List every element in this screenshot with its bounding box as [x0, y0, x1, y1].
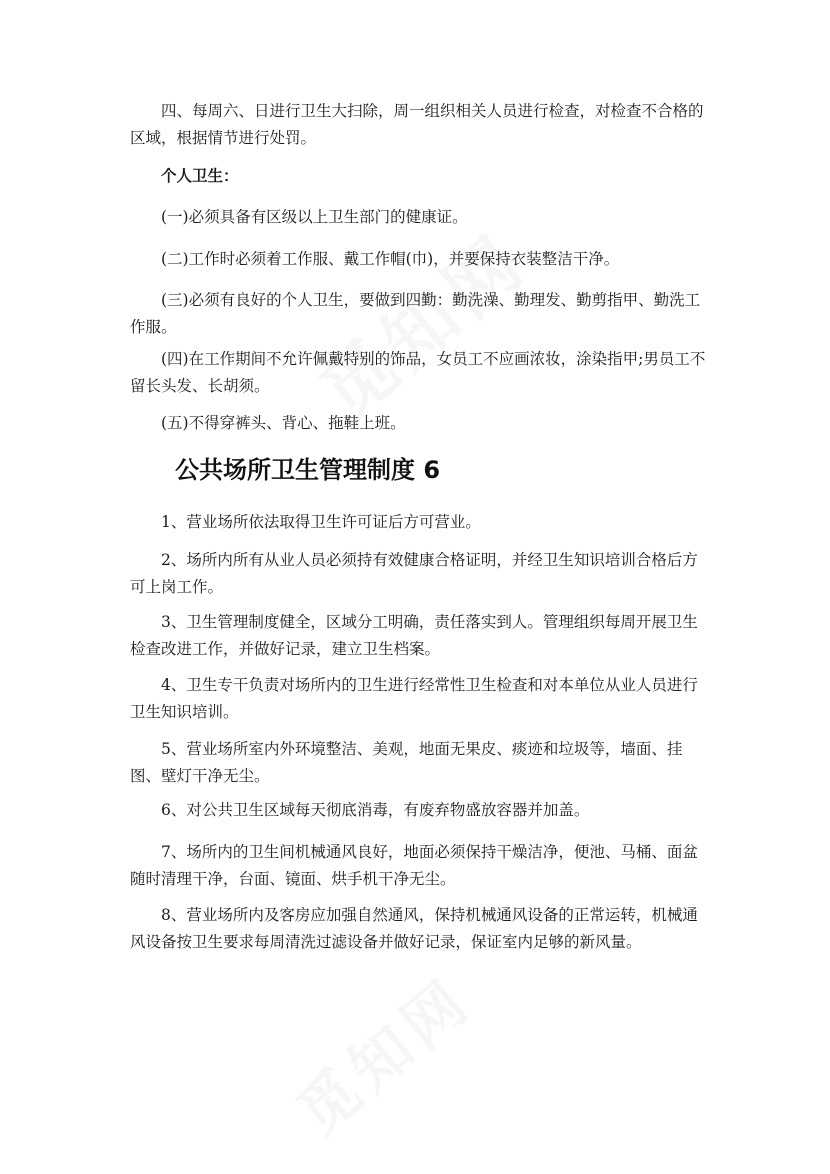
list-item: 8、营业场所内及客房应加强自然通风，保持机械通风设备的正常运转，机械通风设备按卫生要求每周清洗过滤设备并做好记录，保证室内足够的新风量。 [130, 906, 698, 951]
list-item: 2、场所内所有从业人员必须持有效健康合格证明，并经卫生知识培训合格后方可上岗工作。 [130, 551, 698, 596]
paragraph-inspection: 四、每周六、日进行卫生大扫除，周一组织相关人员进行检查，对检查不合格的区域，根据情节进行处罚。 [130, 102, 704, 147]
list-item: 1、营业场所依法取得卫生许可证后方可营业。 [161, 513, 481, 531]
list-item: 6、对公共卫生区域每天彻底消毒，有废弃物盛放容器并加盖。 [161, 801, 590, 819]
list-item: 3、卫生管理制度健全，区域分工明确，责任落实到人。管理组织每周开展卫生检查改进工作，并做好记录，建立卫生档案。 [130, 613, 698, 658]
list-item: (四)在工作期间不允许佩戴特别的饰品，女员工不应画浓妆，涂染指甲;男员工不留长头发、长胡须。 [130, 350, 706, 395]
list-item: (一)必须具备有区级以上卫生部门的健康证。 [161, 208, 468, 226]
list-item: (五)不得穿裤头、背心、拖鞋上班。 [161, 414, 406, 432]
list-item: 7、场所内的卫生间机械通风良好，地面必须保持干燥洁净，便池、马桶、面盆随时清理干净，台面、镜面、烘手机干净无尘。 [130, 843, 698, 888]
section-heading: 公共场所卫生管理制度 6 [175, 456, 441, 484]
list-item: (二)工作时必须着工作服、戴工作帽(巾)，并要保持衣装整洁干净。 [161, 250, 620, 268]
subheading-personal-hygiene: 个人卫生： [161, 166, 239, 185]
watermark [276, 954, 488, 1151]
list-item: (三)必须有良好的个人卫生，要做到四勤：勤洗澡、勤理发、勤剪指甲、勤洗工作服。 [130, 291, 701, 336]
list-item: 5、营业场所室内外环境整洁、美观，地面无果皮、痰迹和垃圾等，墙面、挂图、壁灯干净无尘。 [130, 740, 683, 785]
list-item: 4、卫生专干负责对场所内的卫生进行经常性卫生检查和对本单位从业人员进行卫生知识培训。 [130, 676, 698, 721]
